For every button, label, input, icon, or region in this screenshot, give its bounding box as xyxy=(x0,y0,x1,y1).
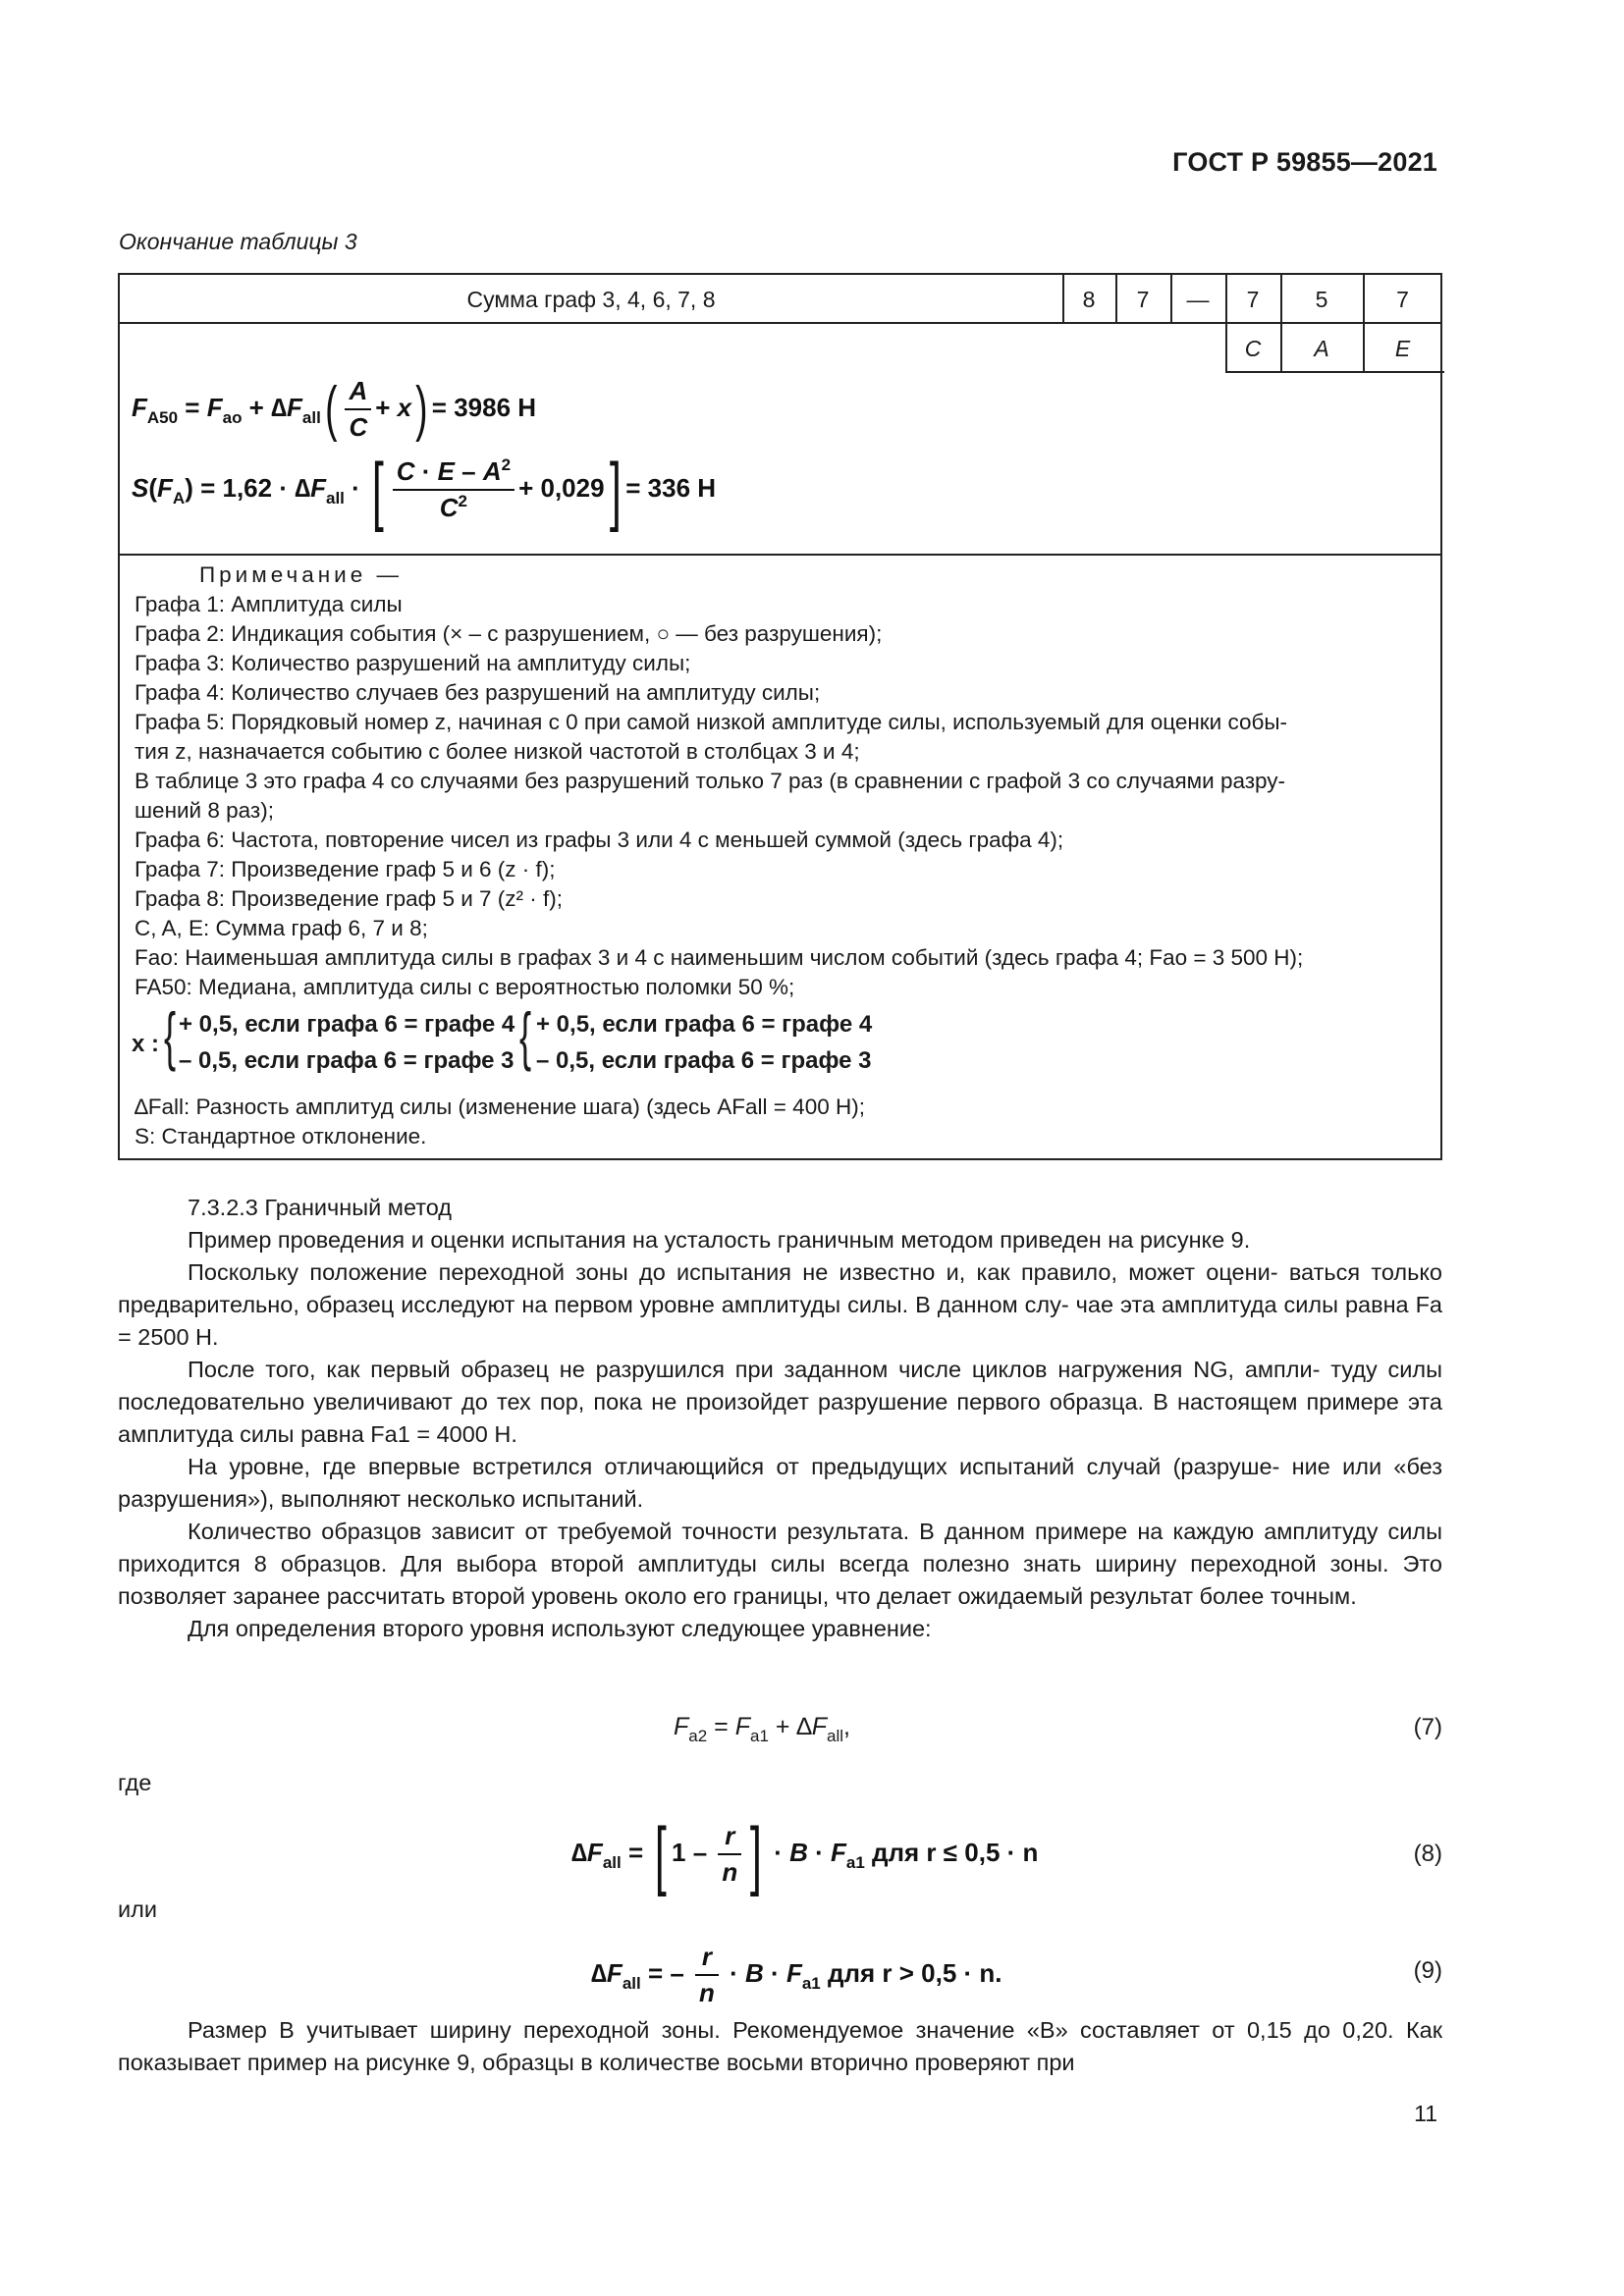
x-case-minus-repeat: – 0,5, если графа 6 = графе 3 xyxy=(536,1047,872,1074)
note-line: Графа 7: Произведение граф 5 и 6 (z · f); xyxy=(135,857,556,881)
note-title: Примечание — xyxy=(199,562,403,587)
x-case-plus-repeat: + 0,5, если графа 6 = графе 4 xyxy=(536,1011,873,1038)
sum-value: 7 xyxy=(1246,287,1260,312)
sum-value: 5 xyxy=(1315,287,1328,312)
sum-value: 8 xyxy=(1082,287,1096,312)
table-continuation-caption: Окончание таблицы 3 xyxy=(119,229,357,254)
equation-9: $\Delta F_{all}$ = – $\frac{r}{n}$ · $B \cdot F_{a1}$ для r > 0,5 · n. xyxy=(591,1942,1002,2007)
paragraph: Количество образцов зависит от требуемой точности результата. В данном примере на каждую амплитуду силы приходится 8 образцов. Для выбора второй амплитуды силы всегда полезно знать ширину переходной зоны. Это позволяет заранее рассчитать второй уровень около его границы, что делает ожидаемый результат более точным. xyxy=(118,1519,1442,1609)
paragraph: После того, как первый образец не разрушился при заданном числе циклов нагружения NG, ампли- туду силы последовательно увеличивают до тех пор, пока не произойдет разрушение первого образца. В настоящем примере эта амплитуда силы равна Fa1 = 4000 Н. xyxy=(118,1357,1442,1447)
body-text-end xyxy=(118,2014,1442,2079)
note-line: Fao: Наименьшая амплитуда силы в графах 3 и 4 с наименьшим числом событий (здесь графа 4; Fao = 3 500 Н); xyxy=(135,945,1304,970)
paragraph: Размер B учитывает ширину переходной зоны. Рекомендуемое значение «B» составляет от 0,15 до 0,20. Как показывает пример на рисунке 9, образцы в количестве восьми вторично проверяют при xyxy=(118,2017,1442,2075)
body-text xyxy=(118,1192,1442,1645)
note-line: Графа 5: Порядковый номер z, начиная с 0 при самой низкой амплитуде силы, используемый для оценки собы- xyxy=(135,710,1288,734)
paragraph: Поскольку положение переходной зоны до испытания не известно и, как правило, может оцени- ваться только предварительно, образец исследуют на первом уровне амплитуды силы. В данном слу- чае эта амплитуда силы равна Fa = 2500 Н. xyxy=(118,1259,1442,1350)
equation-8: $\Delta F_{all}$ = [ 1 – $\frac{r}{n}$ ] · $B \cdot F_{a1}$ для r ≤ 0,5 · n xyxy=(571,1811,1039,1897)
word-or: или xyxy=(118,1896,157,1922)
note-line: ∆Fall: Разность амплитуд силы (изменение шага) (здесь AFall = 400 Н); xyxy=(135,1095,865,1119)
page-number: 11 xyxy=(1414,2101,1437,2126)
note-line: Графа 3: Количество разрушений на амплитуду силы; xyxy=(135,651,691,675)
paragraph: Пример проведения и оценки испытания на усталость граничным методом приведен на рисунке 9. xyxy=(188,1227,1251,1253)
letter-a: A xyxy=(1314,336,1329,361)
table-notes xyxy=(135,561,1431,1002)
row-divider xyxy=(120,554,1440,556)
note-line: тия z, назначается событию с более низкой частотой в столбцах 3 и 4; xyxy=(135,739,860,764)
sum-value: 7 xyxy=(1136,287,1150,312)
word-where: где xyxy=(118,1770,152,1795)
x-label: x : xyxy=(132,1031,160,1057)
note-line: Графа 2: Индикация события (× – с разрушением, ○ — без разрушения); xyxy=(135,621,883,646)
note-line: FA50: Медиана, амплитуда силы с вероятностью поломки 50 %; xyxy=(135,975,795,999)
equation-7: $F_{a2} = F_{a1} + \Delta F_{all}$, xyxy=(674,1713,850,1745)
note-line: В таблице 3 это графа 4 со случаями без разрушений только 7 раз (в сравнении с графой 3 со случаями разру- xyxy=(135,769,1286,793)
formula-standard-deviation: $S(F_A) = 1,62 \cdot \Delta F_{all}$ · [ $\frac{C \cdot E - A^2}{C^2}$ + 0,029] = 336 Н xyxy=(132,447,717,533)
note-line: Графа 8: Произведение граф 5 и 7 (z² · f); xyxy=(135,886,564,911)
standard-designation: ГОСТ Р 59855—2021 xyxy=(1172,147,1437,177)
section-heading: 7.3.2.3 Граничный метод xyxy=(188,1195,453,1220)
note-line: шений 8 раз); xyxy=(135,798,274,823)
equation-8-number: (8) xyxy=(1413,1841,1442,1867)
paragraph: Для определения второго уровня используют следующее уравнение: xyxy=(188,1616,932,1641)
note-line: S: Стандартное отклонение. xyxy=(135,1124,427,1148)
note-line: Графа 4: Количество случаев без разрушений на амплитуду силы; xyxy=(135,680,821,705)
left-brace: { xyxy=(163,999,177,1072)
sum-value: — xyxy=(1186,287,1210,312)
note-line: Графа 6: Частота, повторение чисел из графы 3 или 4 с меньшей суммой (здесь графа 4); xyxy=(135,828,1064,852)
equation-9-number: (9) xyxy=(1413,1957,1442,1984)
x-case-plus: + 0,5, если графа 6 = графе 4 xyxy=(179,1011,515,1038)
table-notes-after xyxy=(135,1093,1431,1151)
sum-label: Сумма граф 3, 4, 6, 7, 8 xyxy=(466,287,716,312)
note-line: Графа 1: Амплитуда силы xyxy=(135,592,403,616)
left-brace: { xyxy=(518,999,532,1072)
paragraph: На уровне, где впервые встретился отличающийся от предыдущих испытаний случай (разруше- ние или «без разрушения»), выполняют несколько испытаний. xyxy=(118,1454,1442,1512)
formula-fa50: $F_{A50} = F_{ao} + \Delta F_{all}$( $\frac{A}{C}$ + x) = 3986 Н xyxy=(132,375,537,443)
letter-e: E xyxy=(1394,336,1411,361)
note-line: C, A, E: Сумма граф 6, 7 и 8; xyxy=(135,916,428,940)
table-3-end xyxy=(118,273,1442,1160)
equation-7-number: (7) xyxy=(1413,1714,1442,1740)
letter-c: C xyxy=(1244,336,1262,361)
sum-value: 7 xyxy=(1396,287,1409,312)
x-case-minus: – 0,5, если графа 6 = графе 3 xyxy=(179,1047,514,1074)
